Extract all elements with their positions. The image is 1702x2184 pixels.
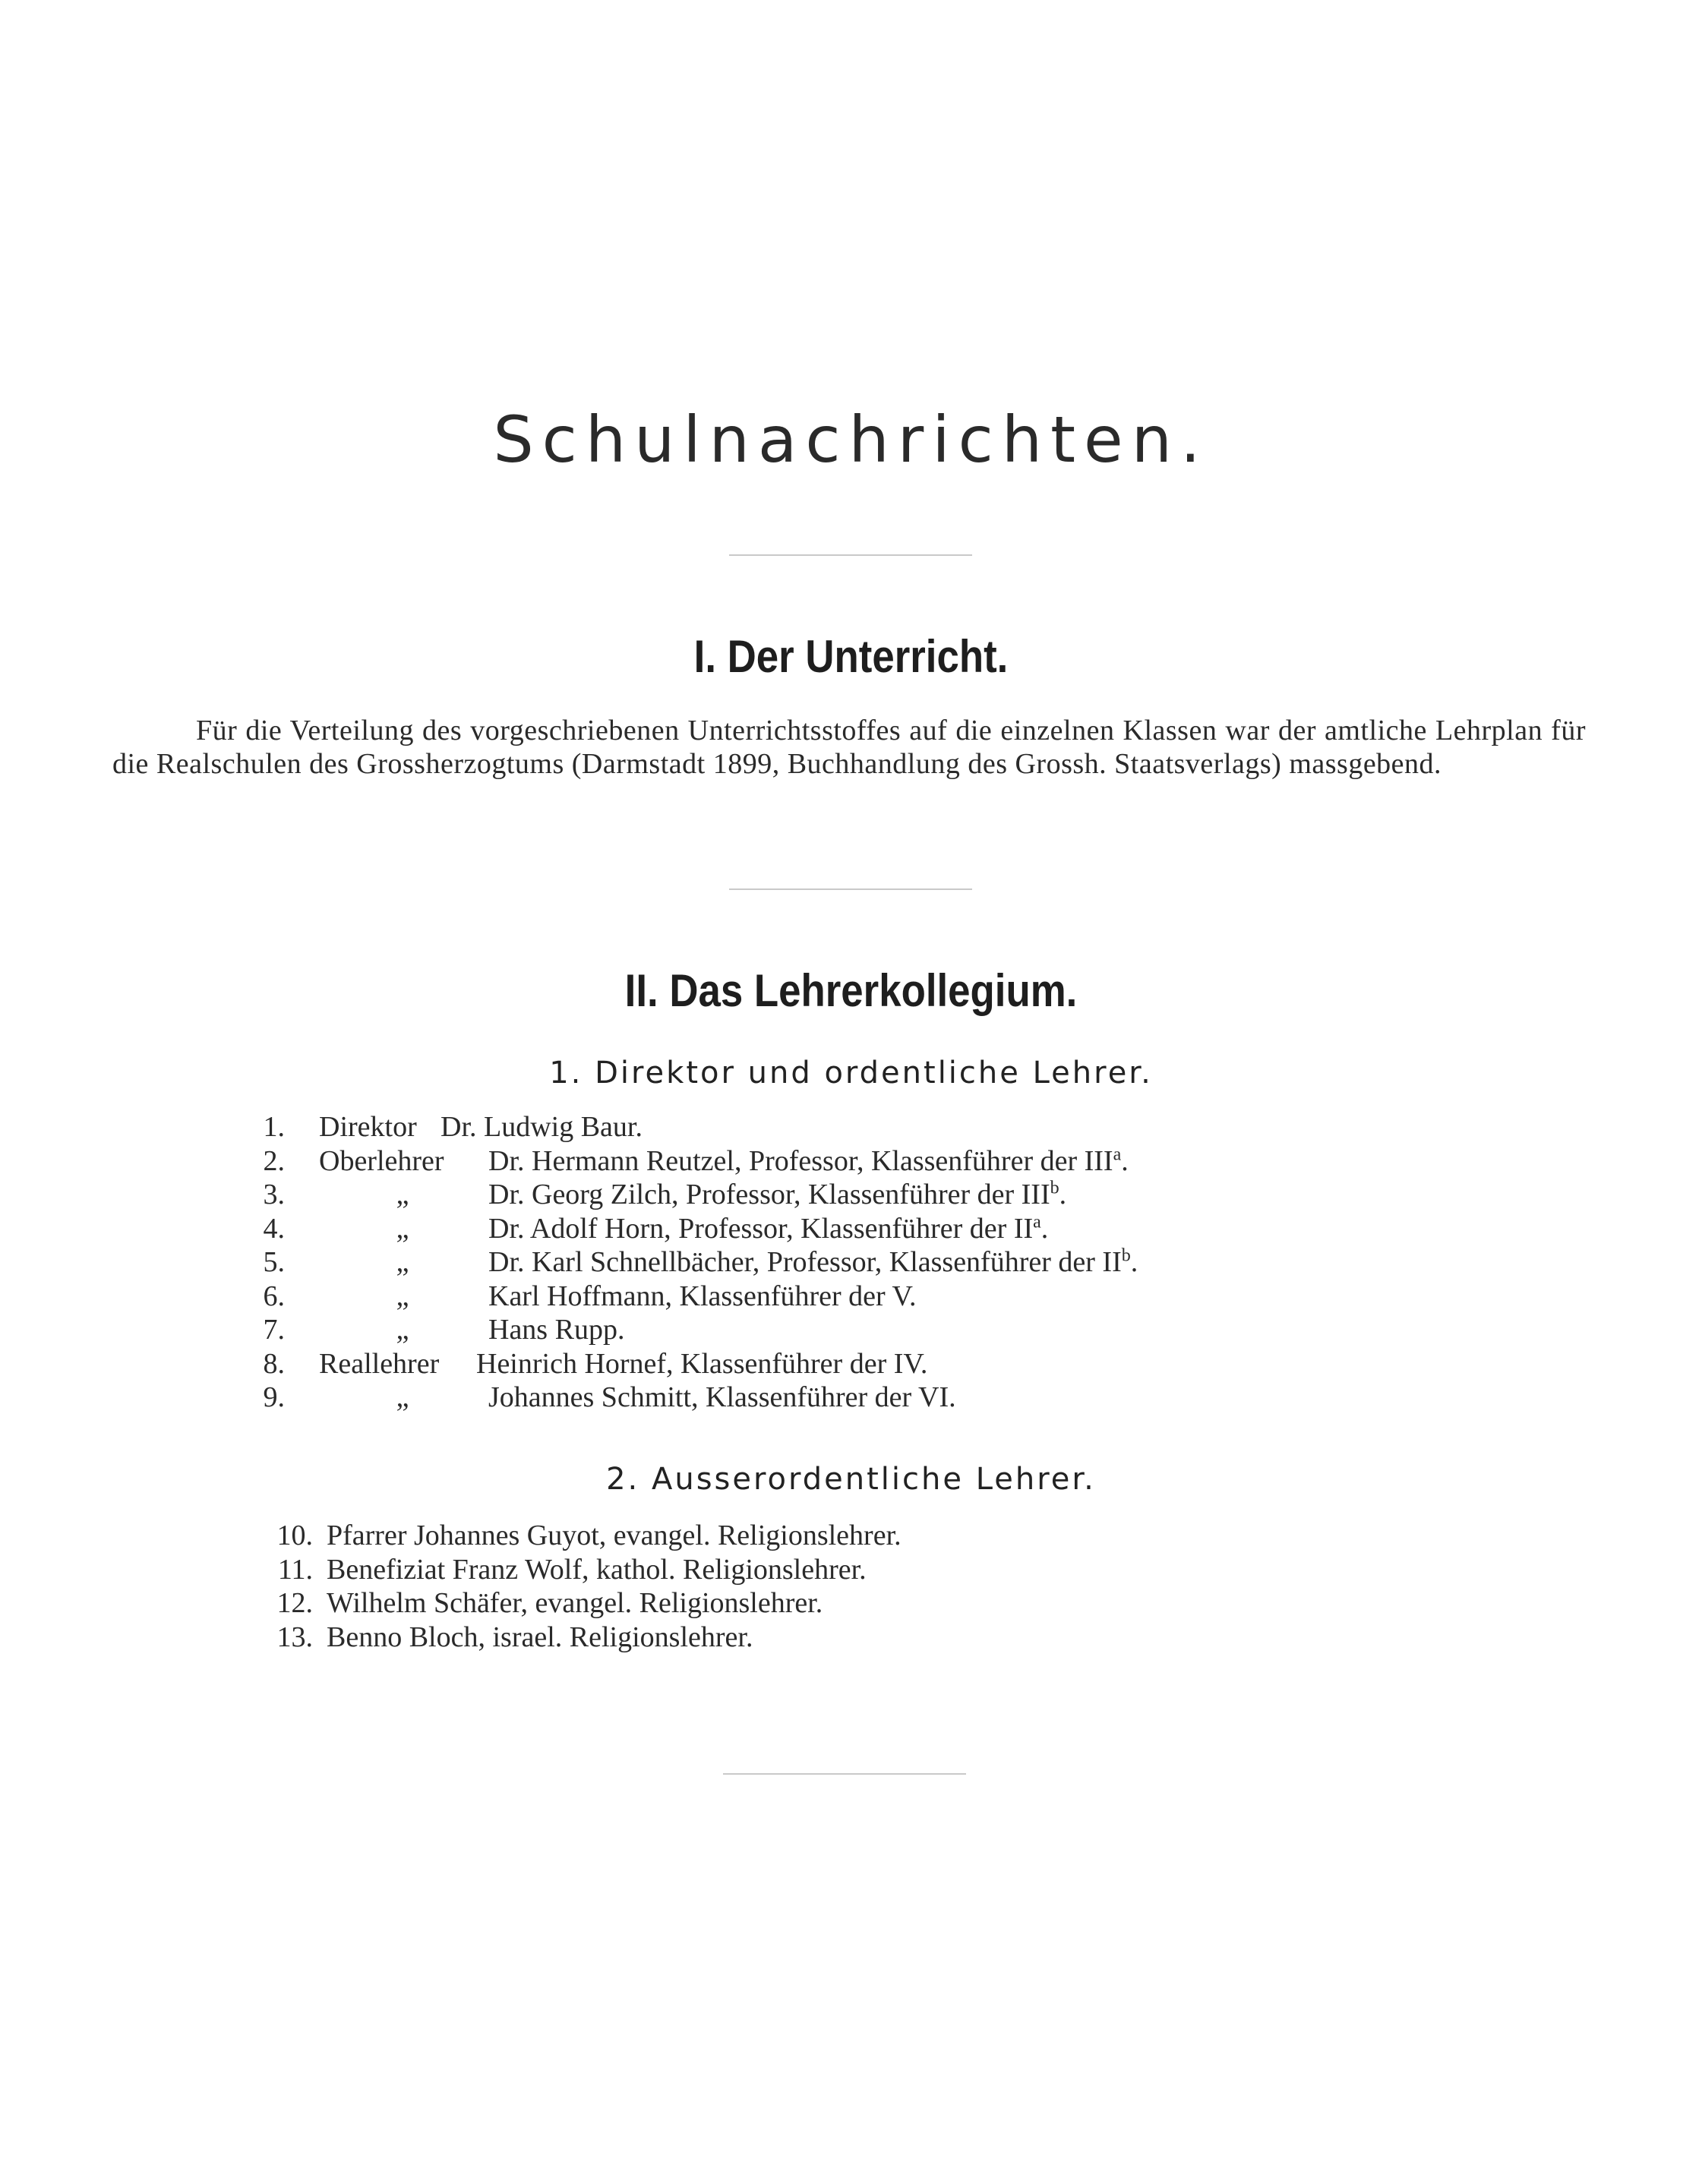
entry-text-main: Dr. Hermann Reutzel, Professor, Klassenführer der III [488,1144,1113,1177]
section-1-heading: I. Der Unterricht. [693,631,1009,682]
list-item [254,1313,1394,1347]
entry-text-main: Heinrich Hornef, Klassenführer der IV. [476,1347,928,1380]
extraordinary-teacher-list [273,1519,1337,1654]
entry-text-main: Dr. Adolf Horn, Professor, Klassenführer der II [488,1212,1034,1245]
list-item [254,1347,1394,1381]
subsection-1-heading: 1. Direktor und ordentliche Lehrer. [549,1056,1153,1090]
entry-text [488,1178,1066,1212]
entry-text: Benno Bloch, israel. Religionslehrer. [327,1621,753,1653]
entry-text: Pfarrer Johannes Guyot, evangel. Religionslehrer. [327,1520,902,1551]
list-item [254,1110,1394,1144]
ditto-mark: „ [396,1212,409,1245]
teacher-list [254,1110,1394,1415]
list-item [273,1553,1337,1587]
ditto-mark: „ [396,1179,409,1210]
list-item [273,1586,1337,1621]
entry-number: 1. [263,1111,285,1143]
entry-text-end: . [1121,1144,1129,1177]
entry-text: Wilhelm Schäfer, evangel. Religionslehrer. [327,1587,823,1619]
entry-number: 10. [276,1520,313,1551]
section-2-heading: II. Das Lehrerkollegium. [624,965,1078,1016]
divider-2 [729,888,972,890]
entry-text: Benefiziat Franz Wolf, kathol. Religionslehrer. [327,1553,867,1586]
list-item [273,1519,1337,1553]
entry-number: 9. [263,1381,285,1413]
list-item [254,1212,1394,1246]
list-item [254,1144,1394,1179]
entry-number: 5. [263,1246,285,1278]
entry-text [488,1245,1138,1280]
list-item [273,1621,1337,1655]
entry-text-main: Dr. Karl Schnellbächer, Professor, Klassenführer der II [488,1246,1122,1278]
entry-text-main: Karl Hoffmann, Klassenführer der V. [488,1280,917,1312]
list-item [254,1178,1394,1212]
entry-text [488,1144,1129,1179]
entry-text-main: Dr. Ludwig Baur. [440,1111,643,1143]
divider-1 [729,554,972,556]
entry-number: 6. [263,1280,285,1312]
section-1-paragraph [112,714,1586,781]
entry-number: 2. [263,1144,285,1177]
entry-number: 13. [276,1621,313,1653]
ditto-mark: „ [396,1314,409,1346]
entry-rank: Oberlehrer [319,1144,444,1177]
entry-number: 3. [263,1179,285,1210]
list-item [254,1381,1394,1415]
entry-text [440,1110,643,1144]
entry-text [488,1212,1048,1246]
entry-number: 4. [263,1212,285,1245]
class-superscript: a [1033,1211,1041,1232]
entry-number: 11. [277,1553,313,1586]
entry-text-main: Dr. Georg Zilch, Professor, Klassenführer der III [488,1179,1050,1210]
class-superscript: b [1121,1245,1131,1266]
entry-text-main: Hans Rupp. [488,1314,625,1346]
page-title: Schulnachrichten. [493,402,1209,477]
entry-number: 7. [263,1314,285,1346]
class-superscript: b [1050,1178,1059,1198]
ditto-mark: „ [396,1246,409,1278]
list-item [254,1245,1394,1280]
ditto-mark: „ [396,1280,409,1312]
section-1-paragraph-text: Für die Verteilung des vorgeschriebenen Unterrichtsstoffes auf die einzelnen Klassen war der amtliche Lehrplan für die Realschulen des Grossherzogtums (Darmstadt 1899, Buchhandlung des Grossh. Staatsverlags) massgebend. [112,715,1586,780]
entry-text [488,1381,956,1415]
entry-text-main: Johannes Schmitt, Klassenführer der VI. [488,1381,956,1413]
entry-number: 12. [276,1587,313,1619]
entry-text-end: . [1130,1246,1138,1278]
subsection-2-heading: 2. Ausserordentliche Lehrer. [606,1462,1096,1497]
ditto-mark: „ [396,1381,409,1413]
class-superscript: a [1113,1144,1122,1164]
divider-3 [723,1773,966,1775]
entry-number: 8. [263,1347,285,1380]
list-item [254,1280,1394,1314]
entry-rank: Reallehrer [319,1347,440,1380]
entry-text-end: . [1040,1212,1049,1245]
entry-text [488,1313,624,1347]
entry-text [476,1347,927,1381]
entry-text [488,1280,917,1314]
entry-rank: Direktor [319,1111,417,1143]
entry-text-end: . [1059,1179,1067,1210]
